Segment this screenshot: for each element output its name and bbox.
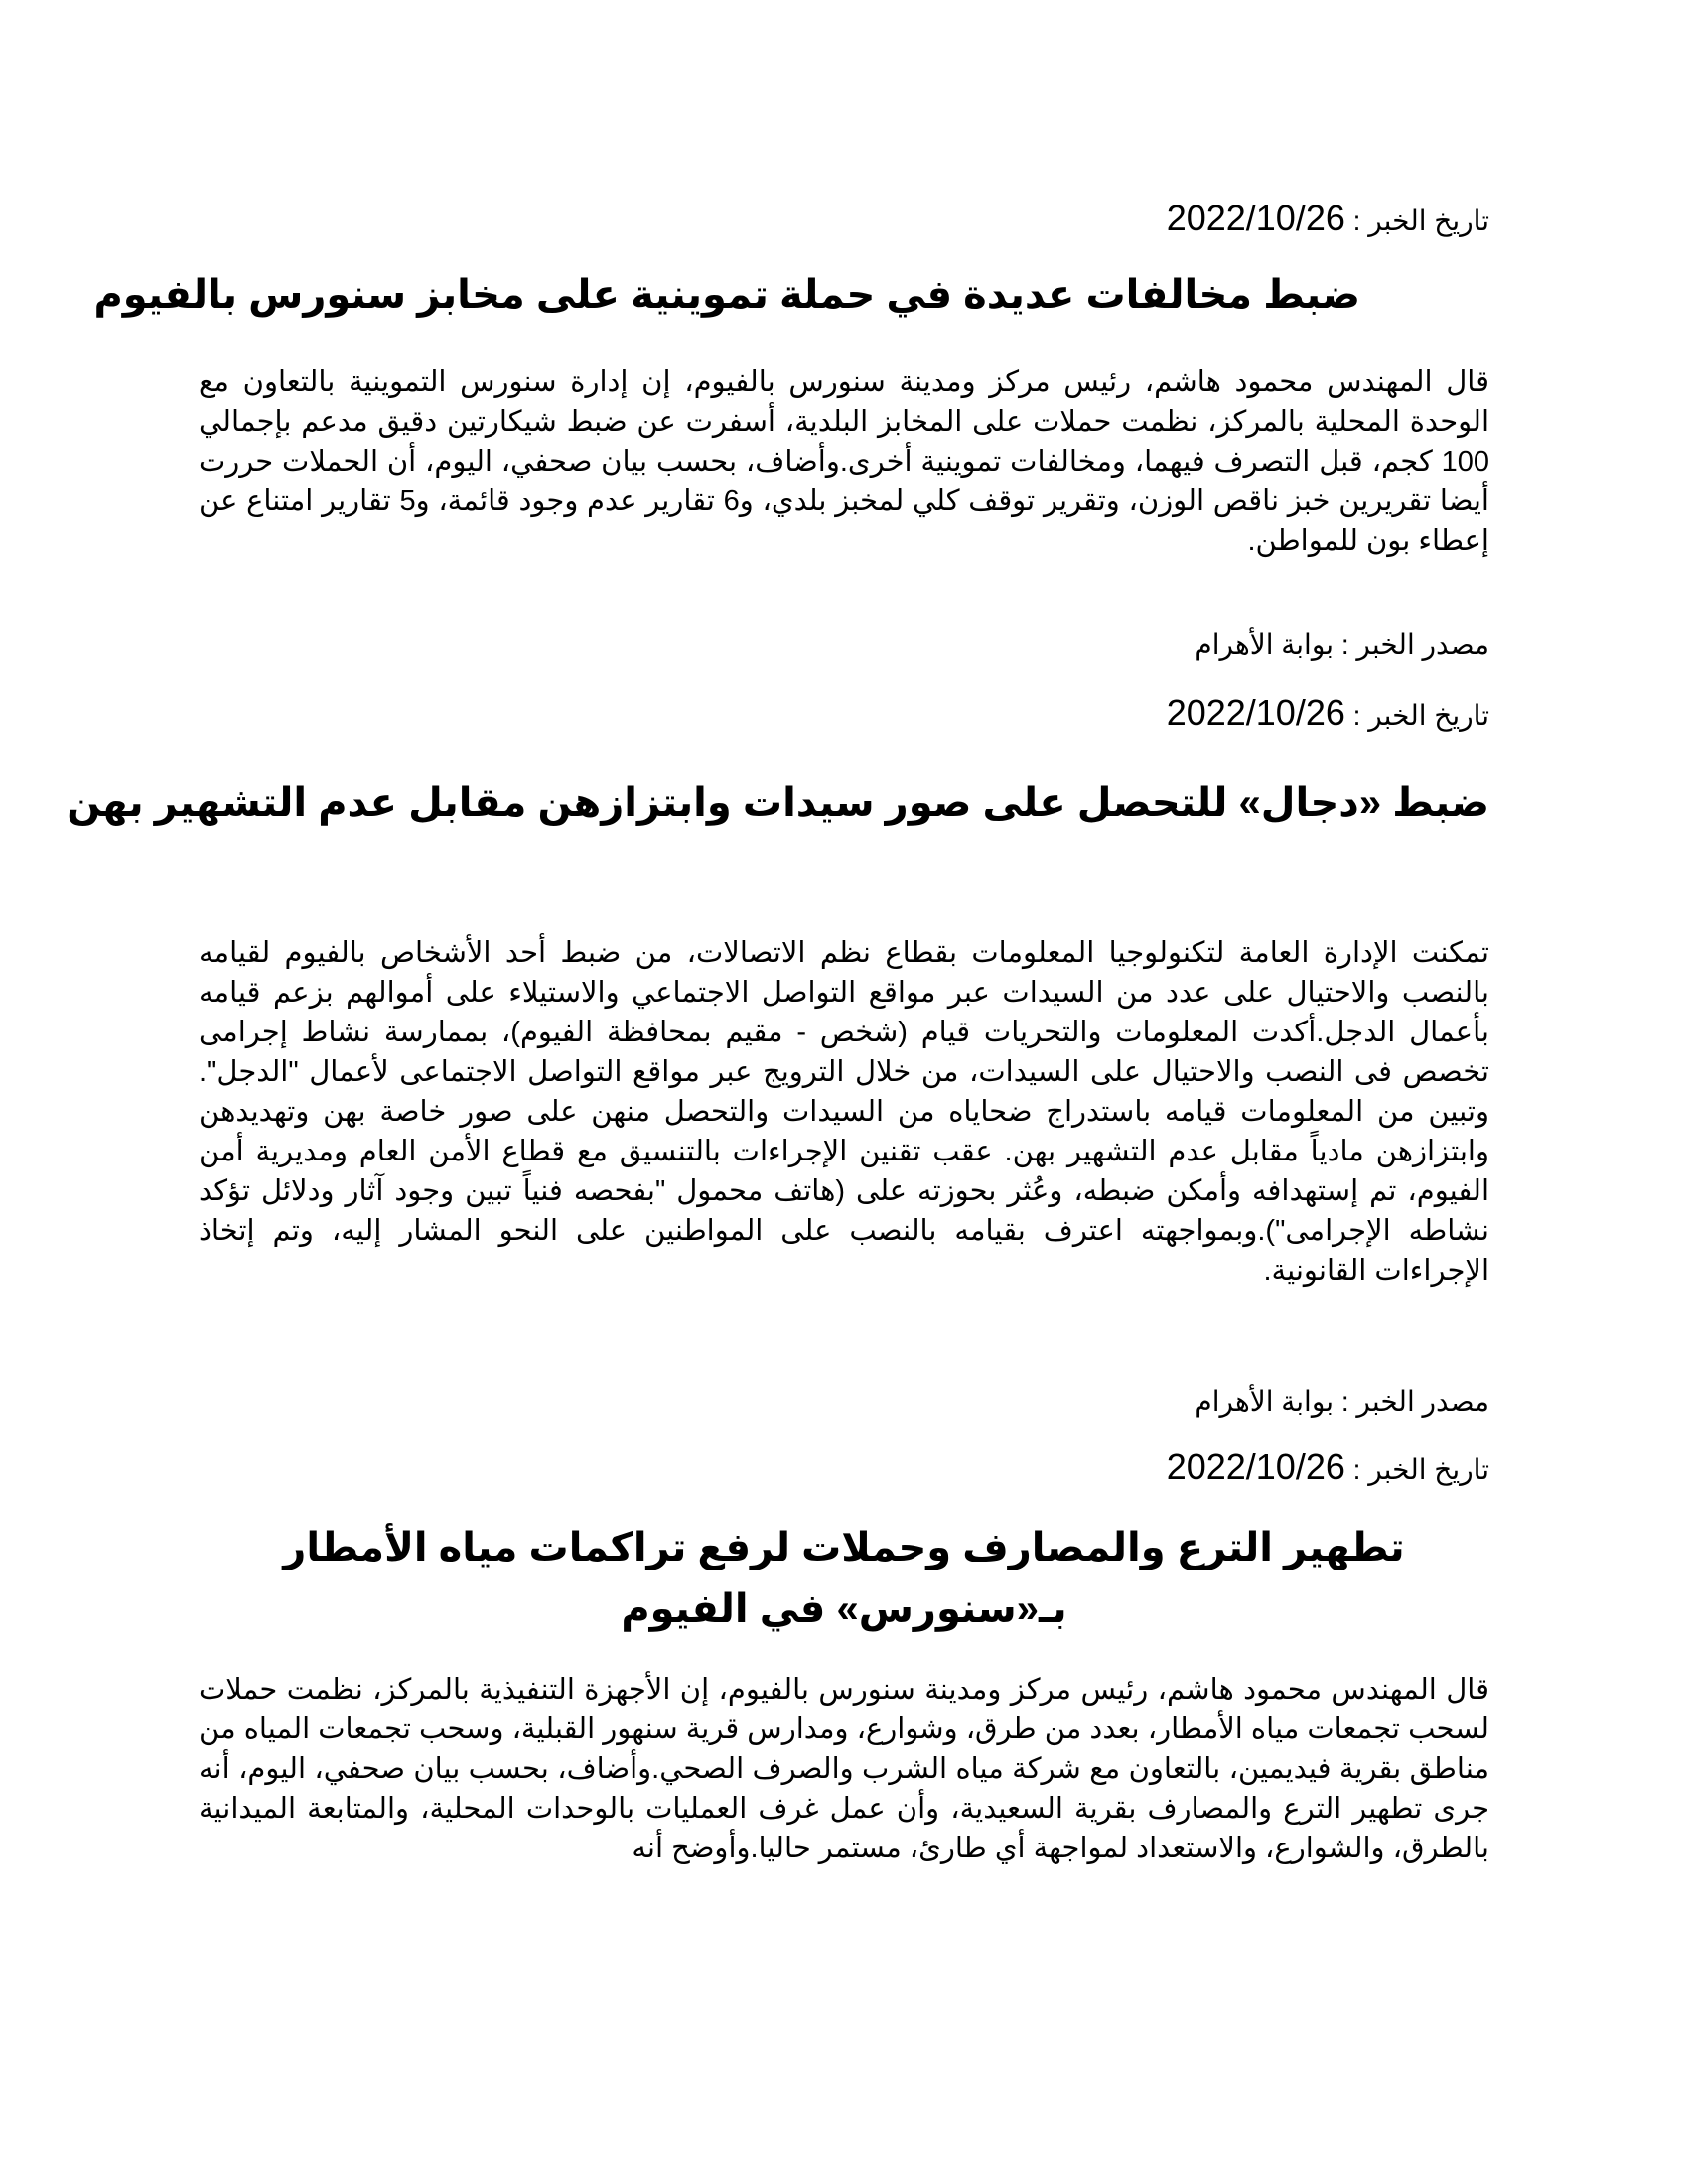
date-label: تاريخ الخبر : [1352, 700, 1489, 731]
source-label: مصدر الخبر : [1340, 629, 1489, 660]
article-2-source-line [298, 1382, 1489, 1422]
article-1-title: ضبط مخالفات عديدة في حملة تموينية على مخابز سنورس بالفيوم [93, 273, 1360, 317]
article-1-date-line [298, 199, 1489, 241]
article-2-title: ضبط «دجال» للتحصل على صور سيدات وابتزازهن مقابل عدم التشهير بهن [67, 781, 1489, 825]
date-label: تاريخ الخبر : [1352, 205, 1489, 236]
source-value: بوابة الأهرام [1195, 1386, 1335, 1417]
article-2-body: تمكنت الإدارة العامة لتكنولوجيا المعلومات بقطاع نظم الاتصالات، من ضبط أحد الأشخاص بالفيوم لقيامه بالنصب والاحتيال على عدد من السيدات عبر مواقع التواصل الاجتماعي والاستيلاء على أموالهم بزعم قيامه بأعمال الدجل.أكدت المعلومات والتحريات قيام (شخص - مقيم بمحافظة الفيوم)، بممارسة نشاط إجرامى تخصص فى النصب والاحتيال على السيدات، من خلال الترويج عبر مواقع التواصل الاجتماعى لأعمال "الدجل". وتبين من المعلومات قيامه باستدراج ضحاياه من السيدات والتحصل منهن على صور خاصة بهن وتهديدهن وابتزازهن مادياً مقابل عدم التشهير بهن. عقب تقنين الإجراءات بالتنسيق مع قطاع الأمن العام ومديرية أمن الفيوم، تم إستهدافه وأمكن ضبطه، وعُثر بحوزته على (هاتف محمول "بفحصه فنياً تبين وجود آثار ودلائل تؤكد نشاطه الإجرامى").وبمواجهته اعترف بقيامه بالنصب على المواطنين على النحو المشار إليه، وتم إتخاذ الإجراءات القانونية. [199, 937, 1489, 1287]
article-1-body: قال المهندس محمود هاشم، رئيس مركز ومدينة سنورس بالفيوم، إن إدارة سنورس التموينية بالتعاون مع الوحدة المحلية بالمركز، نظمت حملات على المخابز البلدية، أسفرت عن ضبط شيكارتين دقيق مدعم بإجمالي 100 كجم، قبل التصرف فيهما، ومخالفات تموينية أخرى.وأضاف، بحسب بيان صحفي، اليوم، أن الحملات حررت أيضا تقريرين خبز ناقص الوزن، وتقرير توقف كلي لمخبز بلدي، و6 تقارير عدم وجود قائمة، و5 تقارير امتناع عن إعطاء بون للمواطن. [199, 366, 1489, 557]
source-value: بوابة الأهرام [1195, 629, 1335, 660]
article-3-date-line [298, 1447, 1489, 1490]
article-1-source-line [298, 625, 1489, 665]
article-3-title: تطهير الترع والمصارف وحملات لرفع تراكمات مياه الأمطار بـ«سنورس» في الفيوم [283, 1526, 1405, 1631]
date-value: 2022/10/26 [1166, 198, 1345, 238]
article-2-date-line [298, 693, 1489, 736]
date-label: تاريخ الخبر : [1352, 1454, 1489, 1485]
date-value: 2022/10/26 [1166, 1446, 1345, 1487]
source-label: مصدر الخبر : [1340, 1386, 1489, 1417]
article-3-body: قال المهندس محمود هاشم، رئيس مركز ومدينة سنورس بالفيوم، إن الأجهزة التنفيذية بالمركز، نظمت حملات لسحب تجمعات مياه الأمطار، بعدد من طرق، وشوارع، ومدارس قرية سنهور القبلية، وسحب تجمعات المياه من مناطق بقرية فيديمين، بالتعاون مع شركة مياه الشرب والصرف الصحي.وأضاف، بحسب بيان صحفي، اليوم، أنه جرى تطهير الترع والمصارف بقرية السعيدية، وأن عمل غرف العمليات بالوحدات المحلية، والمتابعة الميدانية بالطرق، والشوارع، والاستعداد لمواجهة أي طارئ، مستمر حاليا.وأوضح أنه [199, 1674, 1489, 1864]
date-value: 2022/10/26 [1166, 692, 1345, 733]
